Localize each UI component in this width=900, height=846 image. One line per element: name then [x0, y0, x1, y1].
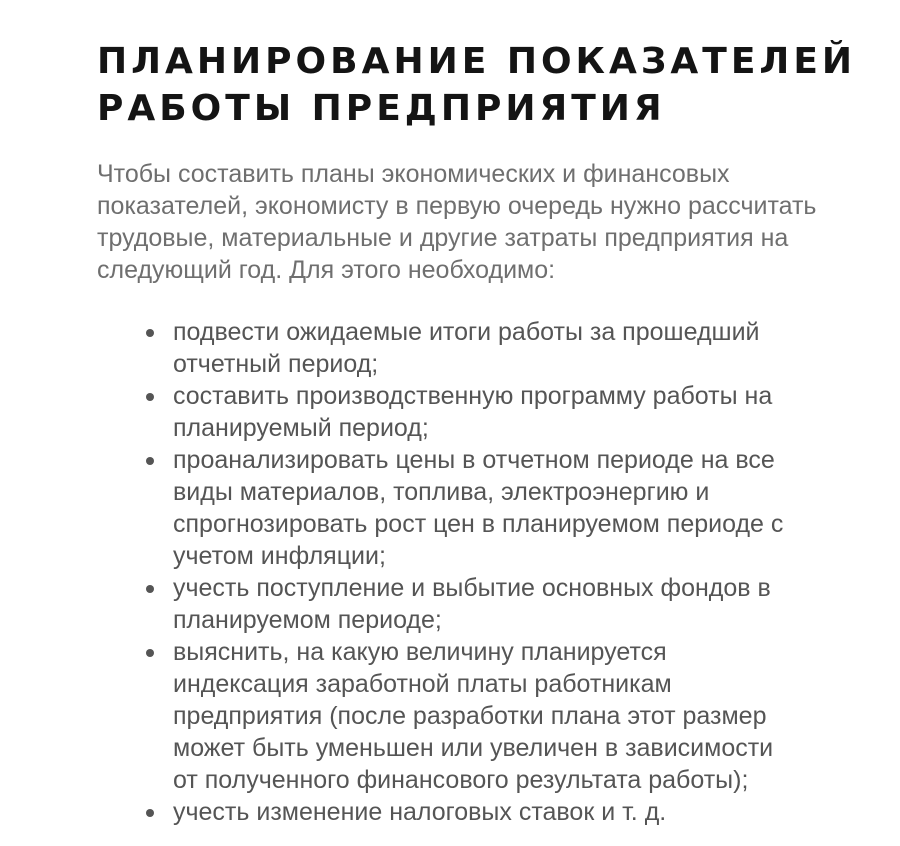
- list-item-text: учесть поступление и выбытие основных фондов в планируемом периоде;: [173, 574, 771, 634]
- bullet-icon: [146, 585, 154, 593]
- list-item: [173, 796, 793, 828]
- bullet-icon: [146, 457, 154, 465]
- bullet-icon: [146, 393, 154, 401]
- list-item: [173, 572, 793, 636]
- list-item-text: подвести ожидаемые итоги работы за прошедший отчетный период;: [173, 318, 760, 378]
- list-item: [173, 316, 793, 380]
- article: [97, 38, 867, 828]
- bullet-list: [97, 316, 867, 828]
- intro-paragraph: Чтобы составить планы экономических и финансовых показателей, экономисту в первую очередь нужно рассчитать трудовые, материальные и другие затраты предприятия на следующий год. Для этого необходимо:: [97, 160, 817, 284]
- list-item-text: проанализировать цены в отчетном периоде на все виды материалов, топлива, электроэнергию и спрогнозировать рост цен в планируемом периоде с учетом инфляции;: [173, 446, 784, 570]
- list-item-text: учесть изменение налоговых ставок и т. д.: [173, 798, 667, 826]
- title-line-2: РАБОТЫ ПРЕДПРИЯТИЯ: [97, 88, 666, 129]
- bullet-icon: [146, 809, 154, 817]
- page-title: [97, 38, 867, 132]
- list-item: [173, 444, 793, 572]
- list-item-text: выяснить, на какую величину планируется индексация заработной платы работникам предприятия (после разработки плана этот размер может быть уменьшен или увеличен в зависимости от полученного финансового результата работы);: [173, 638, 774, 794]
- list-item-text: составить производственную программу работы на планируемый период;: [173, 382, 773, 442]
- title-line-1: ПЛАНИРОВАНИЕ ПОКАЗАТЕЛЕЙ: [97, 41, 857, 82]
- list-item: [173, 380, 793, 444]
- list-item: [173, 636, 793, 796]
- bullet-icon: [146, 329, 154, 337]
- bullet-icon: [146, 649, 154, 657]
